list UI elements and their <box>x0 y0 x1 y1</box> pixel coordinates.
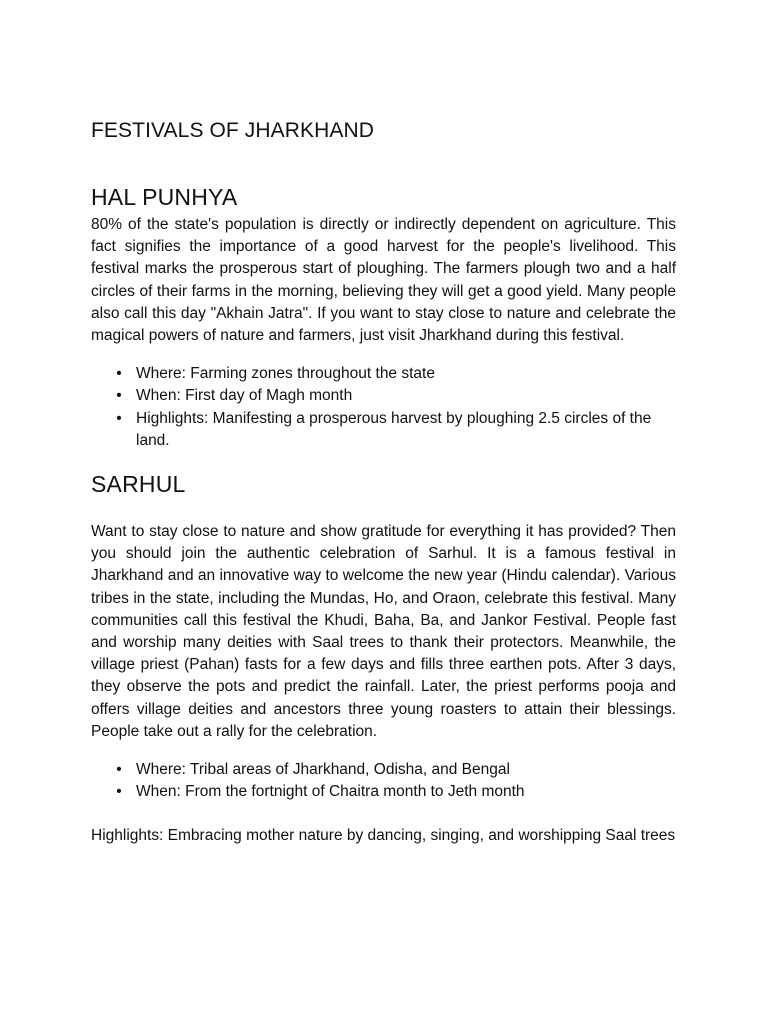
sarhul-details-list <box>91 759 676 803</box>
sarhul-highlights: Highlights: Embracing mother nature by dancing, singing, and worshipping Saal trees <box>91 827 676 845</box>
list-item-text: When: First day of Magh month <box>136 387 353 405</box>
document-content <box>91 116 676 852</box>
list-item <box>91 385 676 407</box>
hal-punhya-details-list <box>91 363 676 452</box>
bullet-icon: • <box>116 387 122 405</box>
bullet-icon: • <box>116 761 122 779</box>
list-item-text: Where: Farming zones throughout the state <box>136 365 435 383</box>
list-item <box>91 781 676 803</box>
list-item <box>91 408 676 452</box>
list-item-text: Where: Tribal areas of Jharkhand, Odisha, and Bengal <box>136 761 510 779</box>
section-sarhul <box>91 469 676 852</box>
sarhul-paragraph: Want to stay close to nature and show gratitude for everything it has provided? Then you should join the authentic celebration of Sarhul. It is a famous festival in Jharkhand and an innovative way to welcome the new year (Hindu calendar). Various tribes in the state, including the Mundas, Ho, and Oraon, celebrate this festival. Many communities call this festival the Khudi, Baha, Ba, and Jankor Festival. People fast and worship many deities with Saal trees to thank their protectors. Meanwhile, the village priest (Pahan) fasts for a few days and fills three earthen pots. After 3 days, they observe the pots and predict the rainfall. Later, the priest performs pooja and offers village deities and ancestors three young roasters to attain their blessings. People take out a rally for the celebration. <box>91 523 676 740</box>
document-title: FESTIVALS OF JHARKHAND <box>91 119 375 142</box>
list-item-text: When: From the fortnight of Chaitra month to Jeth month <box>136 783 525 801</box>
list-item <box>91 363 676 385</box>
section-heading-sarhul: SARHUL <box>91 471 186 498</box>
bullet-icon: • <box>116 409 122 427</box>
list-item-text: Highlights: Manifesting a prosperous harvest by ploughing 2.5 circles of the land. <box>136 409 652 449</box>
section-heading-hal-punhya: HAL PUNHYA <box>91 184 238 210</box>
list-item <box>91 759 676 781</box>
bullet-icon: • <box>116 783 122 801</box>
bullet-icon: • <box>116 365 122 383</box>
hal-punhya-paragraph: 80% of the state's population is directly or indirectly dependent on agriculture. This fact signifies the importance of a good harvest for the people's livelihood. This festival marks the prosperous start of ploughing. The farmers plough two and a half circles of their farms in the morning, believing they will get a good yield. Many people also call this day "Akhain Jatra". If you want to stay close to nature and celebrate the magical powers of nature and farmers, just visit Jharkhand during this festival. <box>91 216 676 345</box>
section-hal-punhya <box>91 182 676 452</box>
